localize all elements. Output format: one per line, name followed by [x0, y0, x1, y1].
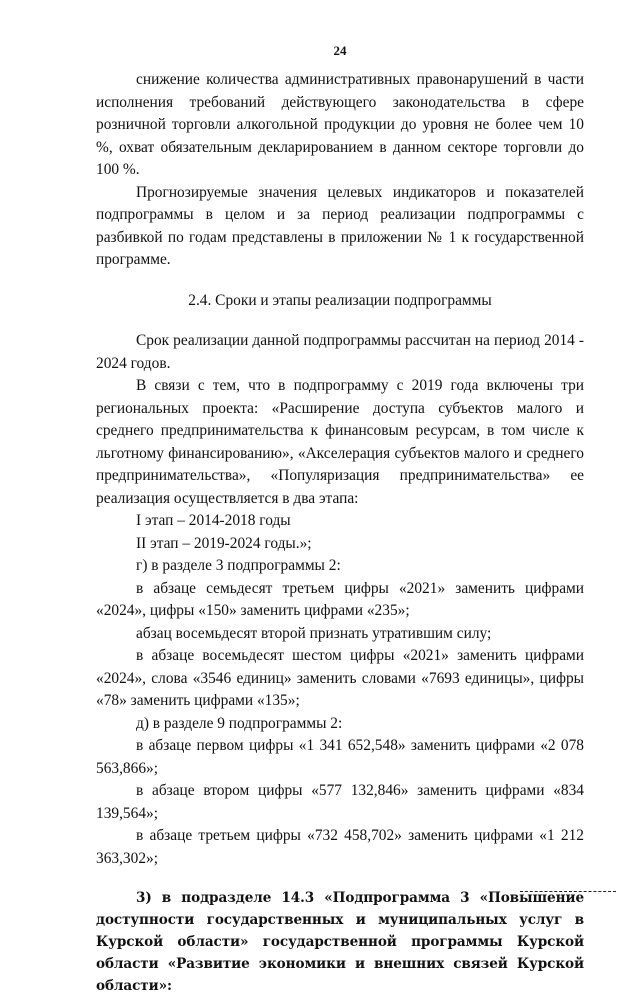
paragraph-forecast: Прогнозируемые значения целевых индикаторов и показателей подпрограммы в целом и за период реализации подпрограммы с разбивкой по годам представлены в приложении № 1 к государственной программе. [96, 183, 584, 268]
paragraph-stage-2: II этап – 2019-2024 годы.»; [136, 534, 312, 552]
paragraph-term: Срок реализации данной подпрограммы рассчитан на период 2014 - 2024 годов. [96, 332, 584, 372]
section-heading: 2.4. Сроки и этапы реализации подпрограммы [188, 291, 492, 309]
paragraph-abzac-second: в абзаце втором цифры «577 132,846» заменить цифрами «834 139,564»; [96, 782, 584, 822]
paragraph-abzac-third: в абзаце третьем цифры «732 458,702» заменить цифрами «1 212 363,302»; [96, 827, 584, 867]
signature-line [520, 891, 616, 892]
paragraph-subsection-14-3: 3) в подразделе 14.3 «Подпрограмма 3 «Повышение доступности государственных и муниципальных услуг в Курской области» государственной программы Курской области «Развитие экономики и внешних связей Курской области»: [96, 890, 584, 994]
paragraph-abzac-82: абзац восемьдесят второй признать утратившим силу; [136, 624, 492, 642]
paragraph-violations: снижение количества административных правонарушений в части исполнения требований действующего законодательства в сфере розничной торговли алкогольной продукции до уровня не более чем 10 %, охват обязательным декларированием в данном секторе торговли до 100 %. [96, 71, 584, 178]
page-number: 24 [333, 43, 347, 58]
paragraph-abzac-86: в абзаце восемьдесят шестом цифры «2021» заменить цифрами «2024», слова «3546 единиц» заменить словами «7693 единицы», цифры «78» заменить цифрами «135»; [96, 647, 584, 709]
paragraph-abzac-first: в абзаце первом цифры «1 341 652,548» заменить цифрами «2 078 563,866»; [96, 737, 584, 777]
paragraph-section-9: д) в разделе 9 подпрограммы 2: [136, 714, 343, 732]
paragraph-stage-1: I этап – 2014-2018 годы [136, 512, 291, 529]
paragraph-section-3: г) в разделе 3 подпрограммы 2: [136, 557, 341, 574]
paragraph-abzac-73: в абзаце семьдесят третьем цифры «2021» заменить цифрами «2024», цифры «150» заменить цифрами «235»; [96, 579, 584, 619]
paragraph-regional-projects: В связи с тем, что в подпрограмму с 2019 года включены три региональных проекта: «Расширение доступа субъектов малого и среднего предпринимательства к финансовым ресурсам, в том числе к льготному финансированию», «Акселерация субъектов малого и среднего предпринимательства», «Популяризация предпринимательства» ее реализация осуществляется в два этапа: [96, 377, 584, 507]
document-body [96, 69, 584, 997]
